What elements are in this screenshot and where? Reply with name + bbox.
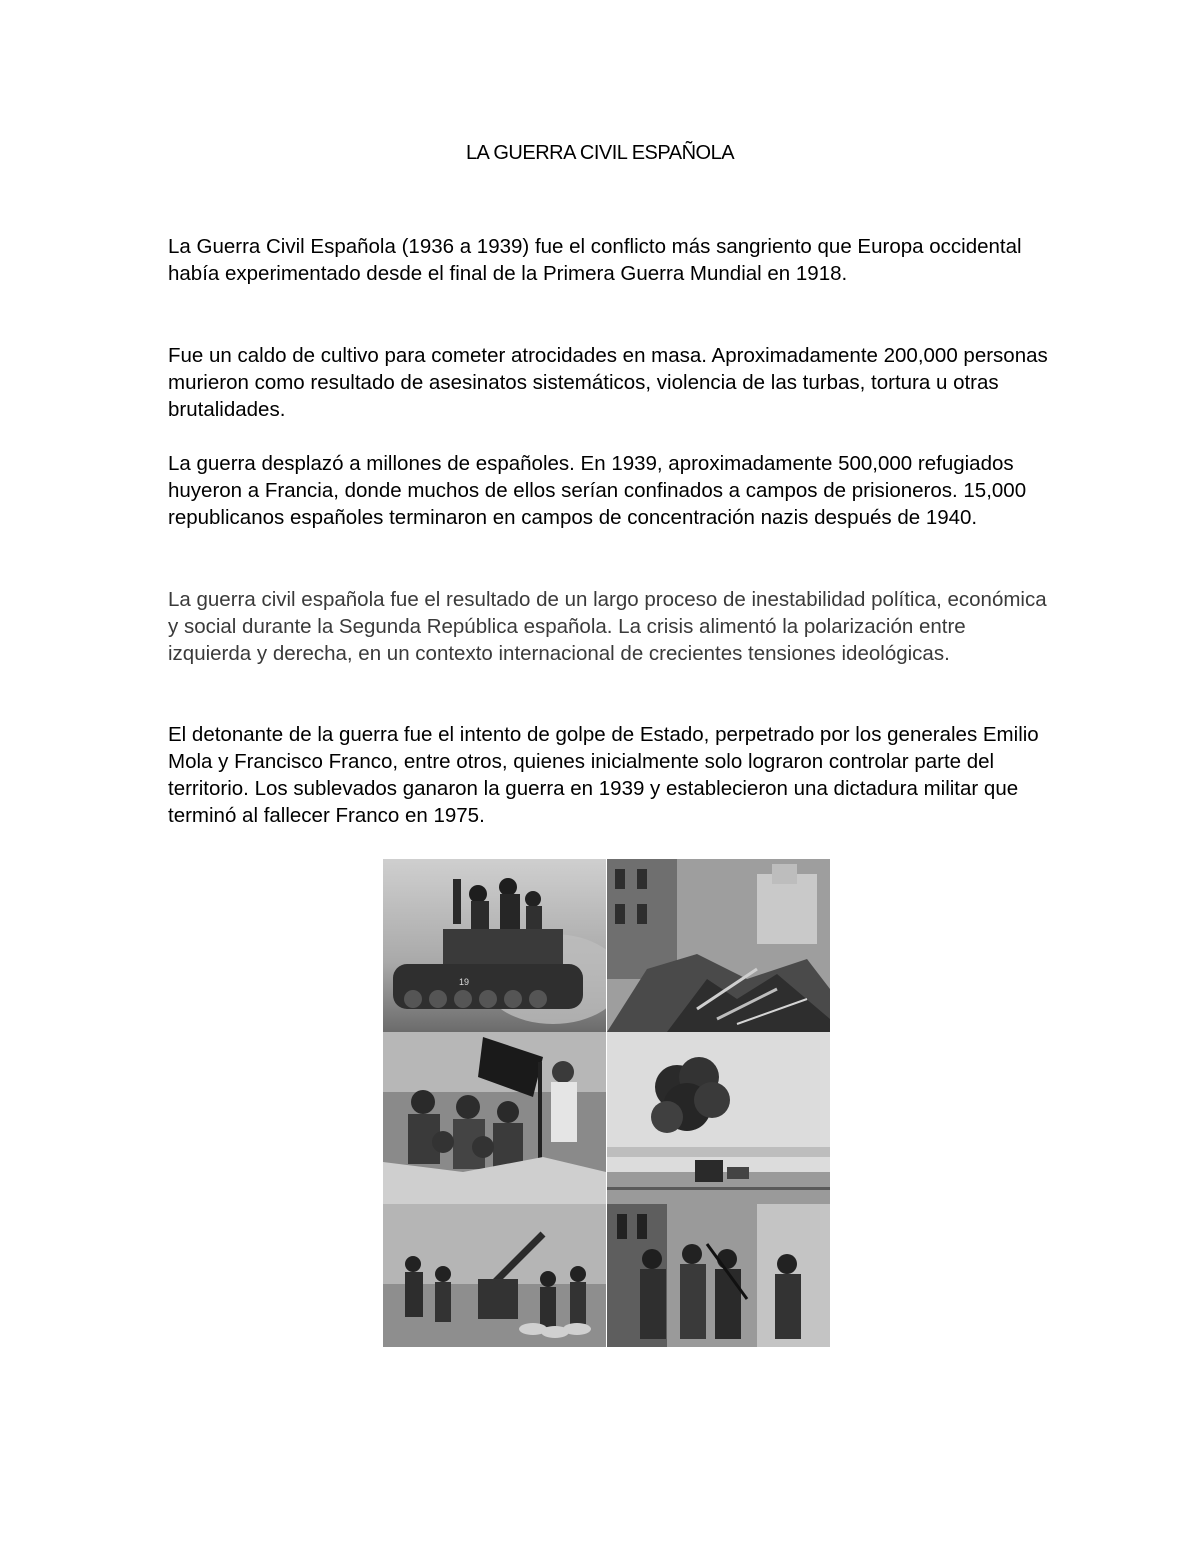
document-title: LA GUERRA CIVIL ESPAÑOLA (465, 142, 735, 164)
paragraph-5: El detonante de la guerra fue el intento de golpe de Estado, perpetrado por los generales Emilio Mola y Francisco Franco, entre otros, quienes inicialmente solo lograron controlar parte del territorio. Los sublevados ganaron la guerra en 1939 y establecieron una dictadura militar que terminó al fallecer Franco en 1975. (168, 723, 1039, 827)
paragraph-1: La Guerra Civil Española (1936 a 1939) fue el conflicto más sangriento que Europa occidental había experimentado desde el final de la Primera Guerra Mundial en 1918. (168, 235, 1022, 285)
paragraph-2: Fue un caldo de cultivo para cometer atrocidades en masa. Aproximadamente 200,000 personas murieron como resultado de asesinatos sistemáticos, violencia de las turbas, tortura u otras brutalidades. (168, 344, 1048, 421)
paragraph-4: La guerra civil española fue el resultado de un largo proceso de inestabilidad política, económica y social durante la Segunda República española. La crisis alimentó la polarización entre izquierda y derecha, en un contexto internacional de crecientes tensiones ideológicas. (168, 588, 1047, 665)
photo-marching-soldiers (607, 1204, 830, 1347)
paragraph-3: La guerra desplazó a millones de españoles. En 1939, aproximadamente 500,000 refugiados huyeron a Francia, donde muchos de ellos serían confinados a campos de prisioneros. 15,000 republicanos españoles terminaron en campos de concentración nazis después de 1940. (168, 452, 1027, 529)
photo-ruined-street (607, 859, 830, 1032)
photo-soldiers-flag (383, 1032, 606, 1204)
photo-tank (383, 859, 606, 1032)
photo-collage (383, 859, 830, 1347)
photo-artillery (383, 1204, 606, 1347)
tank-number-label: 19 (459, 977, 470, 987)
photo-explosion (607, 1032, 830, 1204)
